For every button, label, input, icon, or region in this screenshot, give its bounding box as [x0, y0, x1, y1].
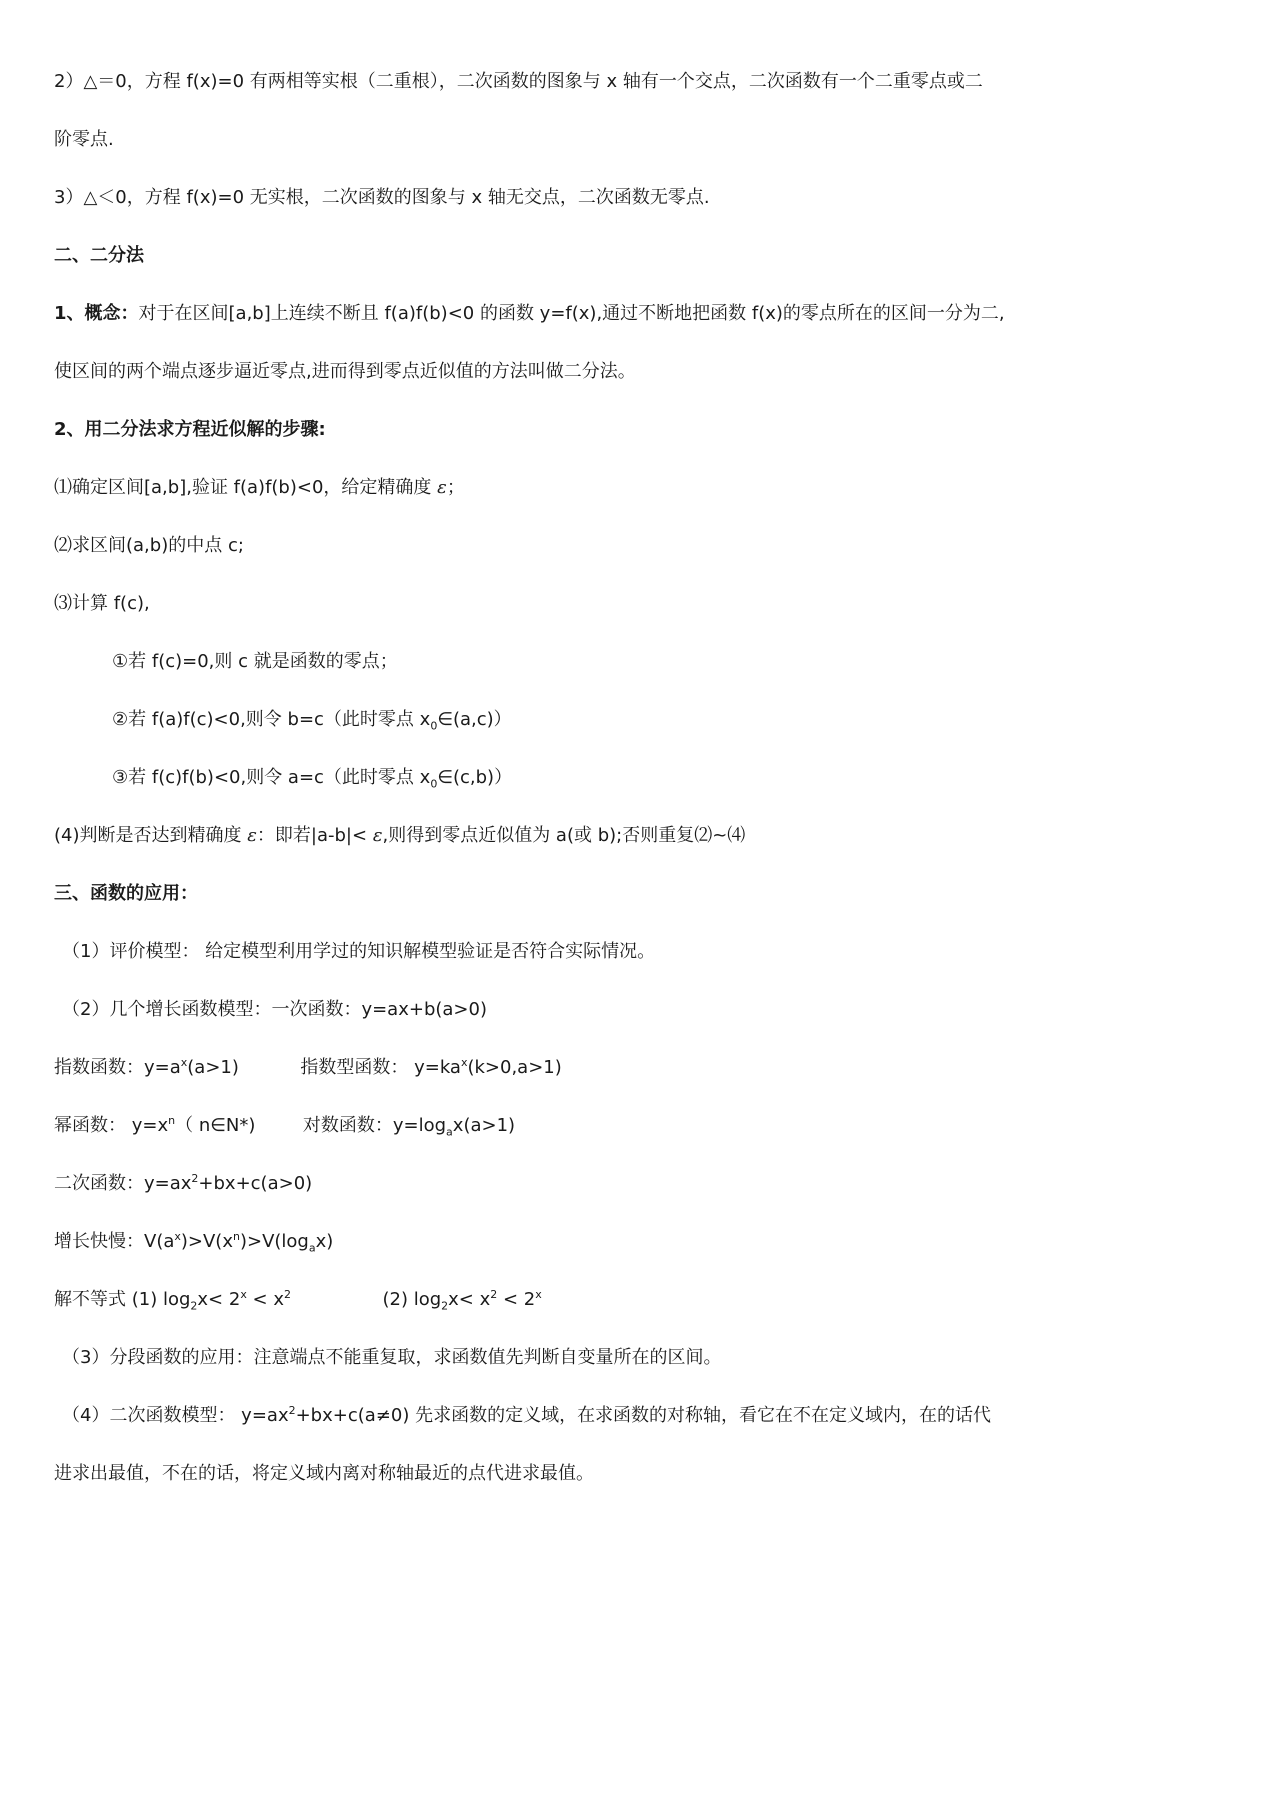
superscript: n: [232, 1230, 240, 1243]
inequalities: [54, 1284, 1052, 1316]
line-text: x< x: [448, 1289, 491, 1310]
application-2: [62, 994, 1052, 1026]
section-heading-applications: [54, 878, 1052, 910]
concept-label: 1、概念：: [54, 303, 139, 324]
heading-text: 二、二分法: [54, 245, 144, 266]
line-text: (k>0,a>1): [467, 1057, 562, 1078]
line-text: 2）△＝0，方程 f(x)=0 有两相等实根（二重根），二次函数的图象与 x 轴有一个交点，二次函数有一个二重零点或二: [54, 71, 983, 92]
line-text: ,则得到零点近似值为 a(或 b);否则重复⑵~⑷: [382, 825, 746, 846]
step-3-case-1: [112, 646, 1052, 678]
line-text: (2) log: [382, 1289, 442, 1310]
line-text: ①若 f(c)=0,则 c 就是函数的零点；: [112, 651, 398, 672]
line-text: (4)判断是否达到精确度: [54, 825, 242, 846]
step-3: [54, 588, 1052, 620]
text-line-second-order-zero: [54, 124, 1052, 156]
epsilon-symbol: ε: [247, 825, 257, 846]
application-4-cont: [54, 1458, 1052, 1490]
step-1: [54, 472, 1052, 504]
heading-text: 2、用二分法求方程近似解的步骤:: [54, 419, 326, 440]
line-text: +bx+c(a≠0) 先求函数的定义域，在求函数的对称轴，看它在不在定义域内，在的话代: [295, 1405, 992, 1426]
superscript: n: [168, 1114, 176, 1127]
growth-rate-comparison: [54, 1226, 1052, 1258]
line-text: ②若 f(a)f(c)<0,则令 b=c（此时零点 x: [112, 709, 431, 730]
line-text: < 2: [497, 1289, 536, 1310]
text-line-delta-negative: [54, 182, 1052, 214]
superscript: x: [535, 1288, 542, 1301]
line-text: 3）△＜0，方程 f(x)=0 无实根，二次函数的图象与 x 轴无交点，二次函数无零点.: [54, 187, 710, 208]
subscript: 0: [430, 777, 438, 791]
subscript: 2: [190, 1299, 198, 1313]
line-text: 指数函数：y=a: [54, 1057, 181, 1078]
line-text: （4）二次函数模型： y=ax: [62, 1405, 289, 1426]
line-text: < x: [246, 1289, 285, 1310]
line-text: 阶零点.: [54, 129, 114, 150]
line-text: x): [315, 1231, 334, 1252]
line-text: 二次函数：y=ax: [54, 1173, 192, 1194]
superscript: x: [460, 1056, 468, 1069]
line-text: ⑶计算 f(c),: [54, 593, 150, 614]
subscript: 2: [441, 1299, 449, 1313]
epsilon-symbol: ε: [437, 477, 447, 498]
subscript: 0: [430, 719, 438, 733]
line-text: +bx+c(a>0): [198, 1173, 313, 1194]
line-text: ∈(a,c)）: [437, 709, 512, 730]
application-3: [62, 1342, 1052, 1374]
text-line-concept: [54, 298, 1052, 330]
superscript: x: [174, 1230, 181, 1243]
line-text: )>V(log: [239, 1231, 309, 1252]
line-text: （3）分段函数的应用：注意端点不能重复取，求函数值先判断自变量所在的区间。: [62, 1347, 722, 1368]
section-heading-bisection: [54, 240, 1052, 272]
superscript: x: [180, 1056, 188, 1069]
line-text: 对数函数：y=log: [302, 1115, 447, 1136]
heading-text: 三、函数的应用：: [54, 883, 198, 904]
text-line-concept-cont: [54, 356, 1052, 388]
superscript: 2: [191, 1172, 199, 1185]
subscript: a: [308, 1241, 316, 1255]
superscript: 2: [284, 1288, 292, 1301]
line-text: （2）几个增长函数模型：一次函数：y=ax+b(a>0): [62, 999, 487, 1020]
line-text: 解不等式 (1) log: [54, 1289, 191, 1310]
step-3-case-2: [112, 704, 1052, 736]
superscript: x: [240, 1288, 247, 1301]
line-text: 进求出最值，不在的话，将定义域内离对称轴最近的点代进求最值。: [54, 1463, 594, 1484]
line-text: （1）评价模型： 给定模型利用学过的知识解模型验证是否符合实际情况。: [62, 941, 656, 962]
line-text: （ n∈N*): [175, 1115, 256, 1136]
line-text: )>V(x: [180, 1231, 233, 1252]
line-text: ⑵求区间(a,b)的中点 c;: [54, 535, 244, 556]
line-text: 增长快慢：V(a: [54, 1231, 175, 1252]
model-exponential: [54, 1052, 1052, 1084]
line-text: (a>1): [187, 1057, 239, 1078]
line-text: x(a>1): [452, 1115, 516, 1136]
subscript: a: [446, 1125, 453, 1139]
step-3-case-3: [112, 762, 1052, 794]
line-text: x< 2: [197, 1289, 241, 1310]
line-text: ：即若|a-b|<: [256, 825, 368, 846]
line-text: 指数型函数： y=ka: [300, 1057, 461, 1078]
line-text: ∈(c,b)）: [437, 767, 513, 788]
line-text: ；: [446, 477, 465, 498]
line-text: ⑴确定区间[a,b],验证 f(a)f(b)<0，给定精确度: [54, 477, 432, 498]
line-text: 使区间的两个端点逐步逼近零点,进而得到零点近似值的方法叫做二分法。: [54, 361, 636, 382]
step-4: [54, 820, 1052, 852]
text-line-delta-zero: [54, 66, 1052, 98]
superscript: 2: [288, 1404, 296, 1417]
line-text: 幂函数： y=x: [54, 1115, 169, 1136]
superscript: 2: [490, 1288, 498, 1301]
application-1: [62, 936, 1052, 968]
application-4: [62, 1400, 1052, 1432]
model-power-log: [54, 1110, 1052, 1142]
line-text: 对于在区间[a,b]上连续不断且 f(a)f(b)<0 的函数 y=f(x),通过不断地把函数 f(x)的零点所在的区间一分为二,: [138, 303, 1005, 324]
model-quadratic: [54, 1168, 1052, 1200]
line-text: ③若 f(c)f(b)<0,则令 a=c（此时零点 x: [112, 767, 431, 788]
section-heading-steps: [54, 414, 1052, 446]
step-2: [54, 530, 1052, 562]
epsilon-symbol: ε: [372, 825, 383, 846]
